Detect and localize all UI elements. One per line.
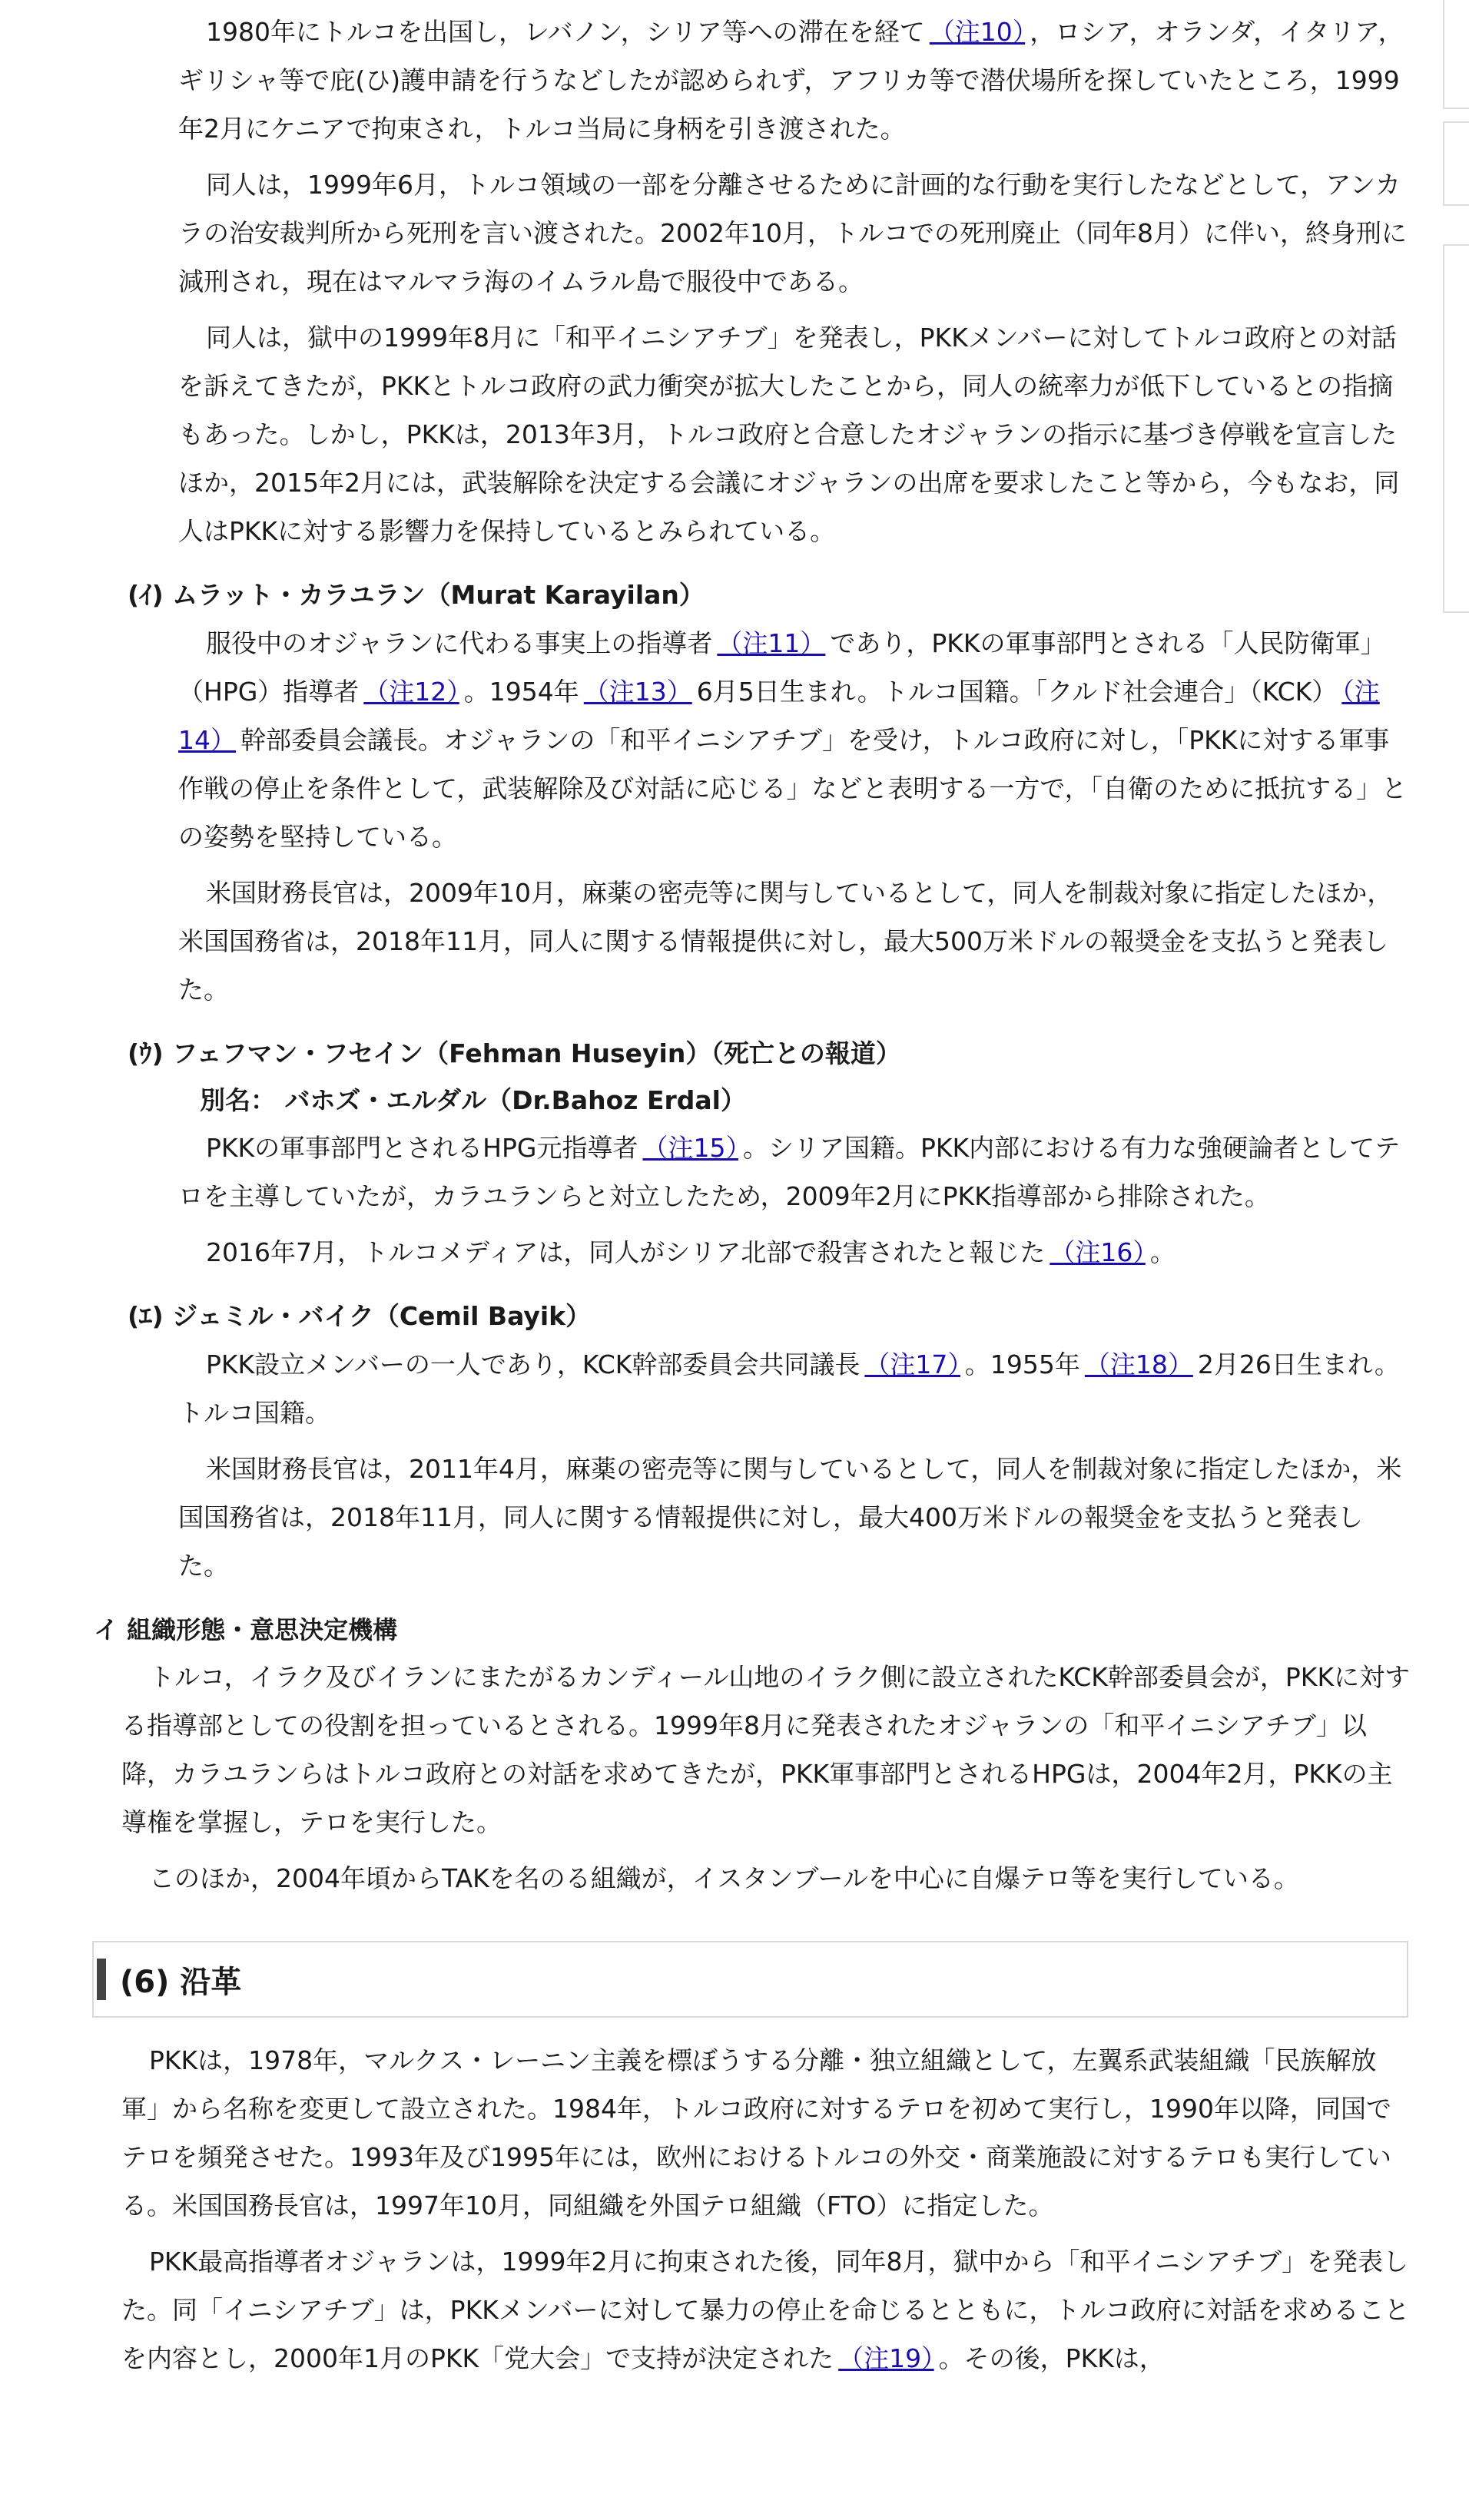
footnote-link-11[interactable]: （注11）	[717, 628, 826, 658]
footnote-link-10[interactable]: （注10）	[929, 17, 1026, 47]
paragraph-ocalan-influence: 同人は，獄中の1999年8月に「和平イニシアチブ」を発表し，PKKメンバーに対してトルコ政府との対話を訴えてきたが，PKKとトルコ政府の武力衝突が拡大したことから，同人の統率力が低下しているとの指摘もあった。しかし，PKKは，2013年3月，トルコ政府と合意したオジャランの指示に基づき停戦を宣言したほか，2015年2月には，武装解除を決定する会議にオジャランの出席を要求したこと等から，今もなお，同人はPKKに対する影響力を保持しているとみられている。	[178, 323, 1400, 546]
heading-bayik: (ｴ) ジェミル・バイク（Cemil Bayik）	[128, 1301, 592, 1331]
text-segment: 。	[1149, 1237, 1176, 1267]
paragraph-history-founding: PKKは，1978年，マルクス・レーニン主義を標ぼうする分離・独立組織として，左翼系武装組織「民族解放軍」から名称を変更して設立された。1984年，トルコ政府に対するテロを初めて実行し，1990年以降，同国でテロを頻発させた。1993年及び1995年には，欧州におけるトルコの外交・商業施設に対するテロも実行している。米国国務長官は，1997年10月，同組織を外国テロ組織（FTO）に指定した。	[121, 2045, 1391, 2220]
footnote-link-19[interactable]: （注19）	[838, 2343, 934, 2373]
paragraph-bayik-sanctions: 米国財務長官は，2011年4月，麻薬の密売等に関与しているとして，同人を制裁対象に指定したほか，米国国務省は，2018年11月，同人に関する情報提供に対し，最大400万米ドルの報奨金を支払うと発表した。	[178, 1454, 1402, 1581]
footnote-link-13[interactable]: （注13）	[583, 677, 692, 707]
paragraph-karayilan-profile	[178, 619, 1411, 861]
footnote-link-16[interactable]: （注16）	[1050, 1237, 1146, 1267]
paragraph-history-initiative	[121, 2237, 1412, 2383]
text-segment: PKK設立メンバーの一人であり，KCK幹部委員会共同議長	[206, 1349, 861, 1379]
text-segment: 服役中のオジャランに代わる事実上の指導者	[206, 628, 713, 658]
paragraph-huseyin-profile	[178, 1124, 1411, 1220]
text-segment: であり，PKKの軍事部門とされる「人民防衛軍」（HPG）指導者	[178, 628, 1386, 707]
text-segment: 。1954年	[463, 677, 579, 707]
heading-huseyin: (ｳ) フェフマン・フセイン（Fehman Huseyin）（死亡との報道）	[128, 1038, 901, 1068]
text-segment: PKKの軍事部門とされるHPG元指導者	[206, 1133, 638, 1163]
text-segment: 2月26日生まれ。トルコ国籍。	[178, 1349, 1400, 1428]
text-segment: PKK最高指導者オジャランは，1999年2月に拘束された後，同年8月，獄中から「和平イニシアチブ」を発表した。同「イニシアチブ」は，PKKメンバーに対して暴力の停止を命じるとともに，トルコ政府に対話を求めることを内容とし，2000年1月のPKK「党大会」で支持が決定された	[121, 2247, 1410, 2373]
side-panel-tab-middle[interactable]	[1443, 121, 1469, 206]
paragraph-organization: トルコ，イラク及びイランにまたがるカンディール山地のイラク側に設立されたKCK幹部委員会が，PKKに対する指導部としての役割を担っているとされる。1999年8月に発表されたオジャランの「和平イニシアチブ」以降，カラユランらはトルコ政府との対話を求めてきたが，PKK軍事部門とされるHPGは，2004年2月，PKKの主導権を掌握し，テロを実行した。	[121, 1662, 1411, 1837]
heading-organization: イ 組織形態・意思決定機構	[94, 1615, 398, 1644]
paragraph-huseyin-death	[178, 1228, 1411, 1277]
text-segment: 幹部委員会議長。オジャランの「和平イニシアチブ」を受け，トルコ政府に対し，「PKKに対する軍事作戦の停止を条件として，武装解除及び対話に応じる」などと表明する一方で，「自衛のために抵抗する」との姿勢を堅持している。	[178, 725, 1408, 852]
section-heading-history	[92, 1941, 1408, 2018]
paragraph-ocalan-arrest	[178, 8, 1411, 153]
paragraph-karayilan-sanctions: 米国財務長官は，2009年10月，麻薬の密売等に関与しているとして，同人を制裁対象に指定したほか，米国国務省は，2018年11月，同人に関する情報提供に対し，最大500万米ドルの報奨金を支払うと発表した。	[178, 878, 1393, 1005]
text-segment: ，ロシア，オランダ，イタリア，ギリシャ等で庇(ひ)護申請を行うなどしたが認められず，アフリカ等で潜伏場所を探していたところ，1999年2月にケニアで拘束され，トルコ当局に身柄を引き渡された。	[178, 17, 1404, 144]
side-panel-tab-bottom[interactable]	[1443, 244, 1469, 613]
paragraph-tak: このほか，2004年頃からTAKを名のる組織が，イスタンブールを中心に自爆テロ等を実行している。	[149, 1863, 1299, 1893]
heading-accent-bar	[97, 1959, 106, 2000]
section-title: (6) 沿革	[120, 1964, 242, 2000]
text-segment: 1980年にトルコを出国し，レバノン，シリア等への滞在を経て	[206, 17, 925, 47]
footnote-link-12[interactable]: （注12）	[363, 677, 459, 707]
footnote-link-14[interactable]: （注14）	[178, 677, 1380, 755]
footnote-link-17[interactable]: （注17）	[864, 1349, 960, 1379]
footnote-link-15[interactable]: （注15）	[642, 1133, 738, 1163]
alias-line: 別名： バホズ・エルダル（Dr.Bahoz Erdal）	[200, 1085, 746, 1115]
text-segment: 6月5日生まれ。トルコ国籍。「クルド社会連合」（KCK）	[696, 677, 1338, 707]
heading-karayilan: (ｲ) ムラット・カラユラン（Murat Karayilan）	[128, 580, 705, 610]
paragraph-bayik-profile	[178, 1340, 1411, 1437]
paragraph-ocalan-sentence: 同人は，1999年6月，トルコ領域の一部を分離させるために計画的な行動を実行したなどとして，アンカラの治安裁判所から死刑を言い渡された。2002年10月，トルコでの死刑廃止（同年8月）に伴い，終身刑に減刑され，現在はマルマラ海のイムラル島で服役中である。	[178, 170, 1407, 296]
text-segment: 2016年7月，トルコメディアは，同人がシリア北部で殺害されたと報じた	[206, 1237, 1046, 1267]
text-segment: 。シリア国籍。PKK内部における有力な強硬論者としてテロを主導していたが，カラユランらと対立したため，2009年2月にPKK指導部から排除された。	[178, 1133, 1401, 1211]
footnote-link-18[interactable]: （注18）	[1084, 1349, 1193, 1379]
text-segment: 。1955年	[964, 1349, 1080, 1379]
side-panel-tab-top[interactable]	[1443, 0, 1469, 109]
text-segment: 。その後，PKKは，	[938, 2343, 1165, 2373]
